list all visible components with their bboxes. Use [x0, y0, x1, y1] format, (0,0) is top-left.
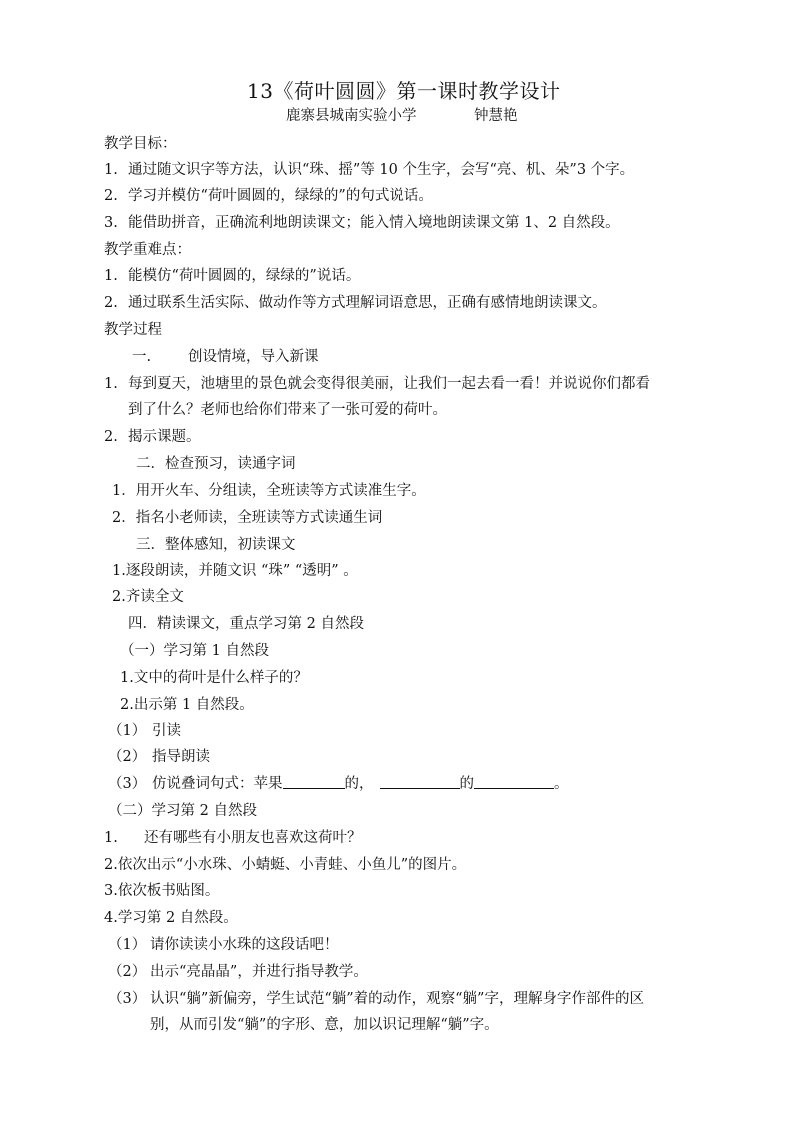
item-text: 揭示课题。 — [128, 429, 201, 445]
subsection-1-question: 2.出示第 1 自然段。 — [120, 697, 254, 713]
section-1-item — [104, 427, 201, 447]
section-3-item: 2.齐读全文 — [112, 589, 184, 605]
exercise-prompt: 仿说叠词句式：苹果 — [152, 776, 283, 792]
section-1-item — [104, 374, 650, 394]
section-3-heading: 三．整体感知，初读课文 — [136, 537, 296, 553]
subsection-2-item: 2.依次出示“小水珠、小蜻蜓、小青蛙、小鱼儿”的图片。 — [104, 857, 467, 873]
key-point-item — [104, 266, 360, 286]
fill-blank — [380, 774, 460, 789]
page-title: 13《荷叶圆圆》第一课时教学设计 — [247, 79, 561, 103]
section-2-item: 1．用开火车、分组读，全班读等方式读准生字。 — [112, 483, 426, 499]
item-text: 每到夏天，池塘里的景色就会变得很美丽，让我们一起去看一看！并说说你们都看 — [128, 376, 650, 392]
key-point-number: 2. — [104, 295, 118, 311]
subsection-1-question: 1.文中的荷叶是什么样子的？ — [120, 670, 308, 686]
process-heading: 教学过程 — [104, 322, 162, 338]
section-1-heading — [132, 347, 319, 367]
key-point-text: 通过联系生活实际、做动作等方式理解词语意思，正确有感情地朗读课文。 — [128, 295, 607, 311]
step-text: 请你读读小水珠的这段话吧！ — [150, 937, 339, 953]
school-name: 鹿寨县城南实验小学 — [286, 108, 417, 124]
subsection-1-step — [108, 747, 210, 767]
key-point-item — [104, 293, 607, 313]
step-number: （1） — [108, 937, 147, 953]
exercise-connector: 的， — [344, 776, 374, 792]
goal-number: 3. — [104, 215, 118, 231]
step-text: 指导朗读 — [152, 749, 210, 765]
exercise-connector: 的 — [459, 776, 474, 792]
subsection-2-step-continuation: 别，从而引发“躺”的字形、意，加以识记理解“躺”字。 — [150, 1017, 499, 1033]
exercise-end-mark: 。 — [554, 776, 569, 792]
imitation-exercise — [108, 774, 569, 794]
goal-text: 能借助拼音，正确流利地朗读课文；能入情入境地朗读课文第 1、2 自然段。 — [128, 215, 620, 231]
goal-number: 2. — [104, 188, 118, 204]
fill-blank — [474, 774, 554, 789]
step-number: （2） — [108, 964, 147, 980]
step-text: 认识“躺”新偏旁，学生试范“躺”着的动作，观察“躺”字，理解身字作部件的区 — [150, 991, 644, 1007]
step-number: （3） — [108, 776, 147, 792]
item-number: 2. — [104, 429, 118, 445]
step-text: 引读 — [152, 723, 181, 739]
key-points-heading: 教学重难点： — [104, 242, 191, 258]
section-2-item: 2．指名小老师读，全班读等方式读通生词 — [112, 510, 383, 526]
subsection-1-step — [108, 721, 181, 741]
section-2-heading: 二．检查预习，读通字词 — [136, 456, 296, 472]
subsection-1-heading: （一）学习第 1 自然段 — [120, 643, 269, 659]
section-number: 一. — [132, 349, 152, 365]
section-3-item: 1.逐段朗读，并随文识 “珠” “透明” 。 — [112, 563, 358, 579]
item-number: 1. — [104, 830, 118, 846]
step-text: 出示“亮晶晶”，并进行指导教学。 — [150, 964, 368, 980]
item-text: 还有哪些有小朋友也喜欢这荷叶？ — [144, 830, 362, 846]
step-number: （2） — [108, 749, 147, 765]
subsection-2-heading: （二）学习第 2 自然段 — [108, 803, 257, 819]
goal-number: 1. — [104, 162, 118, 178]
subsection-2-step — [108, 989, 644, 1009]
goal-item — [104, 213, 620, 233]
goal-text: 学习并模仿“荷叶圆圆的，绿绿的”的句式说话。 — [128, 188, 433, 204]
section-title: 创设情境，导入新课 — [188, 349, 319, 365]
author-name: 钟慧艳 — [474, 108, 518, 124]
subsection-2-step — [108, 935, 339, 955]
fill-blank — [283, 774, 345, 789]
subsection-2-question — [104, 828, 362, 848]
item-number: 1. — [104, 376, 118, 392]
subsection-2-item: 4.学习第 2 自然段。 — [104, 910, 238, 926]
step-number: （1） — [108, 723, 147, 739]
subsection-2-item: 3.依次板书贴图。 — [104, 883, 220, 899]
key-point-text: 能模仿“荷叶圆圆的，绿绿的”说话。 — [128, 268, 361, 284]
step-number: （3） — [108, 991, 147, 1007]
section-1-item-continuation: 到了什么？老师也给你们带来了一张可爱的荷叶。 — [128, 402, 447, 418]
goal-text: 通过随文识字等方法，认识“珠、摇”等 10 个生字，会写“亮、机、朵”3 个字。 — [128, 162, 635, 178]
subsection-2-step — [108, 962, 368, 982]
goal-item — [104, 160, 634, 180]
key-point-number: 1. — [104, 268, 118, 284]
goals-heading: 教学目标： — [104, 136, 177, 152]
goal-item — [104, 186, 433, 206]
section-4-heading: 四．精读课文，重点学习第 2 自然段 — [128, 616, 364, 632]
